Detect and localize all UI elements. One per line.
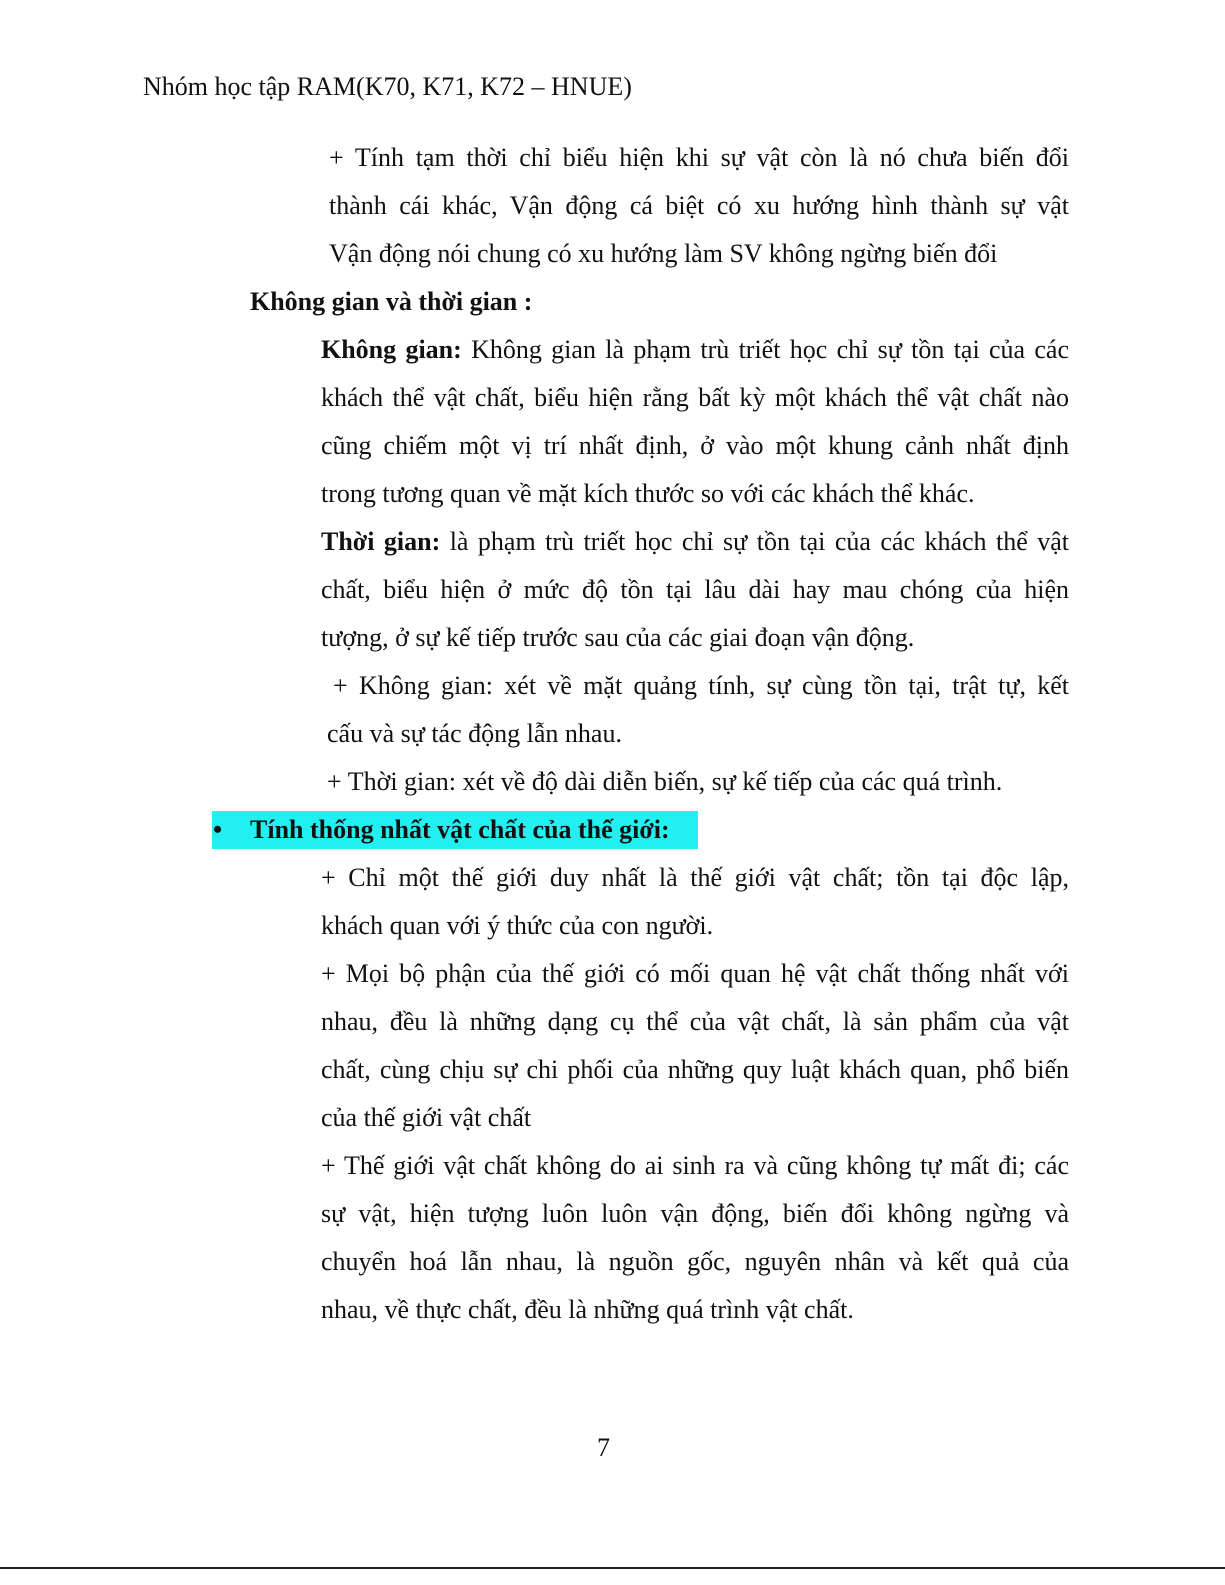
thoi-gian-line: chất, biểu hiện ở mức độ tồn tại lâu dài hay mau chóng của hiện <box>321 575 1069 604</box>
khong-gian-label: Không gian: <box>321 335 462 364</box>
compare-line: cấu và sự tác động lẫn nhau. <box>327 719 622 748</box>
thoi-gian-definition: là phạm trù triết học chỉ sự tồn tại của các khách thể vật <box>440 527 1070 556</box>
compare-line: + Không gian: xét về mặt quảng tính, sự cùng tồn tại, trật tự, kết <box>333 671 1069 700</box>
thoi-gian-first-line <box>321 525 1069 559</box>
unity-line: chuyển hoá lẫn nhau, là nguồn gốc, nguyên nhân và kết quả của <box>321 1247 1069 1276</box>
section-title: Không gian và thời gian : <box>250 287 533 316</box>
thoi-gian-label: Thời gian: <box>321 527 441 556</box>
unity-line: nhau, về thực chất, đều là những quá trình vật chất. <box>321 1295 854 1324</box>
unity-line: + Thế giới vật chất không do ai sinh ra và cũng không tự mất đi; các <box>321 1151 1069 1180</box>
unity-heading: Tính thống nhất vật chất của thế giới: <box>250 815 670 844</box>
unity-line: chất, cùng chịu sự chi phối của những quy luật khách quan, phổ biến <box>321 1055 1069 1084</box>
unity-line: của thế giới vật chất <box>321 1103 532 1132</box>
unity-line: + Chỉ một thế giới duy nhất là thế giới vật chất; tồn tại độc lập, <box>321 863 1069 892</box>
unity-line: nhau, đều là những dạng cụ thể của vật chất, là sản phẩm của vật <box>321 1007 1069 1036</box>
intro-line: Vận động nói chung có xu hướng làm SV không ngừng biến đổi <box>329 239 998 268</box>
unity-line: + Mọi bộ phận của thế giới có mối quan hệ vật chất thống nhất với <box>321 959 1069 988</box>
khong-gian-line: cũng chiếm một vị trí nhất định, ở vào một khung cảnh nhất định <box>321 431 1069 460</box>
khong-gian-first-line <box>321 333 1069 367</box>
bullet-icon: • <box>213 815 223 844</box>
intro-line: + Tính tạm thời chỉ biểu hiện khi sự vật còn là nó chưa biến đổi <box>329 143 1069 172</box>
intro-line: thành cái khác, Vận động cá biệt có xu hướng hình thành sự vật <box>329 191 1069 220</box>
khong-gian-line: trong tương quan về mặt kích thước so với các khách thể khác. <box>321 479 975 508</box>
page-header: Nhóm học tập RAM(K70, K71, K72 – HNUE) <box>143 72 632 101</box>
khong-gian-definition: Không gian là phạm trù triết học chỉ sự tồn tại của các <box>461 335 1069 364</box>
khong-gian-line: khách thể vật chất, biểu hiện rằng bất kỳ một khách thể vật chất nào <box>321 383 1069 412</box>
page-number: 7 <box>597 1433 610 1462</box>
footer-rule <box>0 1567 1225 1569</box>
thoi-gian-line: tượng, ở sự kế tiếp trước sau của các giai đoạn vận động. <box>321 623 915 652</box>
unity-line: khách quan với ý thức của con người. <box>321 911 714 940</box>
compare-line: + Thời gian: xét về độ dài diễn biến, sự kế tiếp của các quá trình. <box>327 767 1003 796</box>
unity-line: sự vật, hiện tượng luôn luôn vận động, biến đổi không ngừng và <box>321 1199 1069 1228</box>
